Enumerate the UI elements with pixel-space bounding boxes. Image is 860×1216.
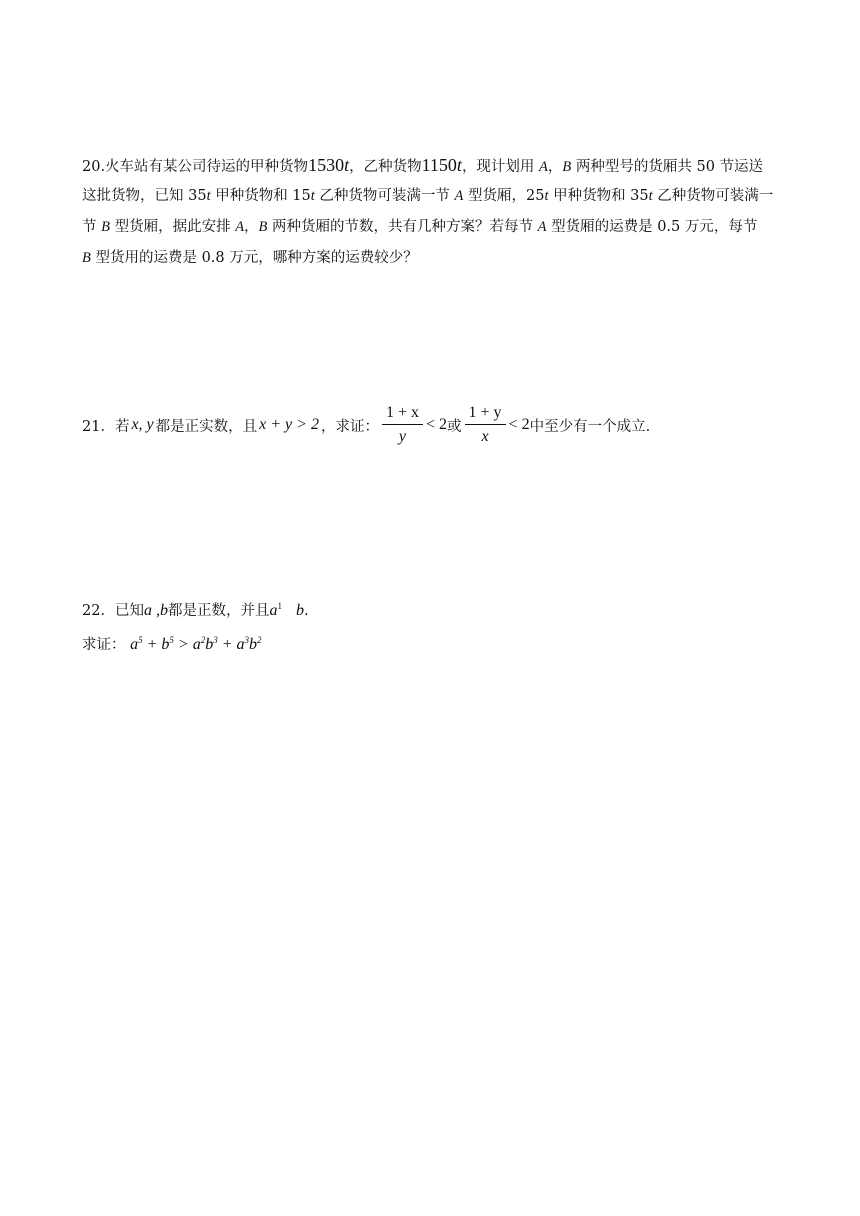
- math-number: 1530: [308, 155, 345, 175]
- text: 乙种货物可装满一节: [314, 188, 455, 204]
- superscript: 2: [200, 635, 206, 645]
- math-term: + b: [142, 636, 170, 653]
- text: 型货厢，25: [463, 188, 545, 204]
- math-number: 1150: [421, 155, 457, 175]
- superscript: 3: [213, 635, 218, 645]
- math-unit: t: [544, 188, 549, 204]
- text: ，现计划用: [461, 159, 540, 175]
- text: ，求证：: [320, 418, 379, 435]
- math-expression: [130, 636, 261, 653]
- math-unit: t: [648, 188, 653, 204]
- math-unit: t: [206, 188, 211, 204]
- math-var: A: [537, 219, 547, 235]
- text: 中至少有一个成立.: [529, 418, 651, 435]
- math-var: B: [101, 219, 110, 235]
- math-term: > a: [173, 636, 201, 653]
- question-20-line-2: [82, 181, 782, 212]
- question-20-line-4: [82, 243, 782, 274]
- math-inequality: < 2: [425, 416, 448, 433]
- math-var: B: [258, 219, 268, 235]
- math-term: a: [130, 636, 139, 653]
- text: 甲种货物和 15: [210, 188, 311, 204]
- math-unit: t: [456, 155, 462, 175]
- text: ，: [547, 159, 563, 175]
- text: ，乙种货物: [349, 159, 422, 175]
- math-var: B: [82, 250, 91, 266]
- text: 21．若: [82, 418, 130, 435]
- math-vars: a ,b: [143, 602, 168, 619]
- math-var: B: [562, 159, 572, 175]
- text: 22．已知: [82, 603, 144, 619]
- text: 20.火车站有某公司待运的甲种货物: [82, 159, 309, 175]
- text: 型货厢的运费是 0.5 万元，每节: [546, 219, 758, 235]
- text: .: [303, 603, 309, 619]
- superscript: 1: [277, 601, 282, 611]
- question-22-line-1: [82, 592, 309, 626]
- question-20-line-1: [82, 150, 782, 181]
- fraction-denominator: x: [481, 427, 489, 445]
- superscript: 2: [257, 635, 262, 645]
- math-var: b: [295, 602, 304, 619]
- math-term: b: [205, 636, 214, 653]
- superscript: 3: [244, 635, 249, 645]
- fraction-2: [465, 402, 506, 449]
- math-term: b: [249, 636, 257, 653]
- text: ，: [244, 219, 259, 235]
- question-20-line-3: [82, 212, 782, 243]
- text: 这批货物，已知 35: [82, 188, 207, 204]
- math-var: a: [269, 602, 278, 619]
- math-var: A: [454, 188, 464, 204]
- math-vars: x, y: [131, 416, 154, 433]
- question-22: [82, 592, 309, 660]
- text: 求证：: [82, 637, 126, 653]
- text: 甲种货物和 35: [548, 188, 649, 204]
- text: 两种型号的货厢共 50 节运送: [571, 159, 764, 175]
- question-22-line-2: [82, 626, 309, 660]
- text: 节: [82, 219, 102, 235]
- text: 都是正数，并且: [167, 603, 270, 619]
- text: 都是正实数，且: [155, 418, 258, 435]
- math-condition: x + y > 2: [259, 416, 319, 433]
- text: 或: [447, 418, 462, 435]
- fraction-denominator: y: [398, 427, 407, 445]
- text: 乙种货物可装满一: [652, 188, 774, 204]
- math-unit: t: [310, 188, 315, 204]
- question-21: [82, 395, 650, 455]
- math-var: A: [235, 219, 245, 235]
- math-var: A: [539, 159, 548, 175]
- math-inequality: < 2: [508, 416, 530, 433]
- text: 型货用的运费是 0.8 万元，哪种方案的运费较少？: [90, 250, 418, 266]
- math-term: + a: [217, 636, 245, 653]
- math-unit: t: [344, 155, 350, 175]
- text: 型货厢，据此安排: [109, 219, 236, 235]
- text: 两种货厢的节数，共有几种方案？若每节: [267, 219, 538, 235]
- fraction-1: [382, 402, 423, 449]
- question-20: [82, 150, 782, 274]
- superscript: 5: [138, 635, 143, 645]
- superscript: 5: [169, 635, 174, 645]
- fraction-numerator: 1 + y: [468, 403, 502, 421]
- fraction-numerator: 1 + x: [385, 403, 419, 421]
